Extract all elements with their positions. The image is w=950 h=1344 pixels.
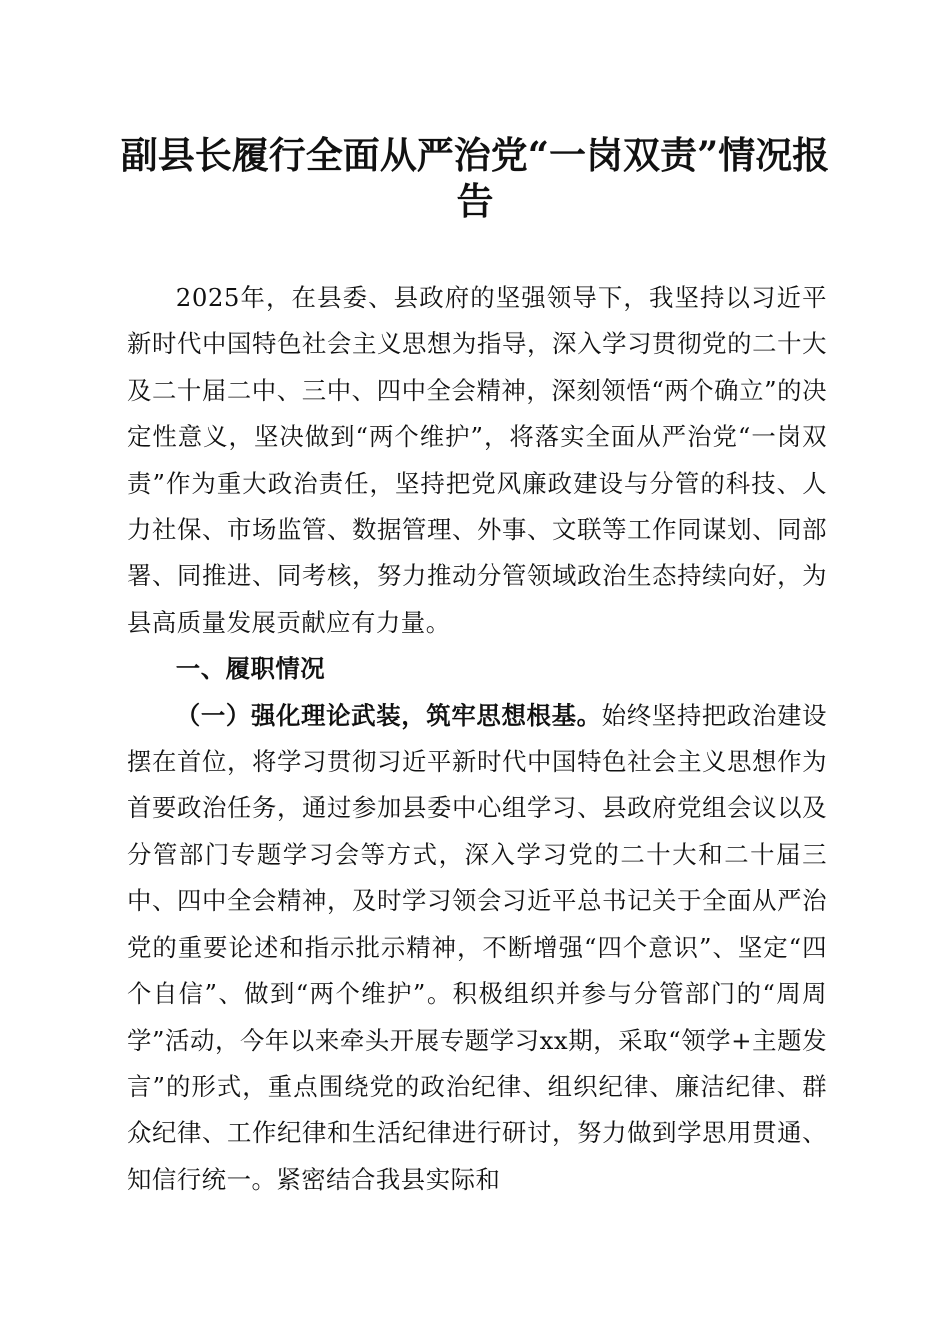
document-title: 副县长履行全面从严治党“一岗双责”情况报告 — [120, 133, 830, 223]
item-1-text: 始终坚持把政治建设摆在首位，将学习贯彻习近平新时代中国特色社会主义思想作为首要政治任务，通过参加县委中心组学习、县政府党组会议以及分管部门专题学习会等方式，深入学习党的二十大和二十届三中、四中全会精神，及时学习领会习近平总书记关于全面从严治党的重要论述和指示批示精神，不断增强“四个意识”、坚定“四个自信”、做到“两个维护”。积极组织并参与分管部门的“周周学”活动，今年以来牵头开展专题学习xx期，采取“领学+主题发言”的形式，重点围绕党的政治纪律、组织纪律、廉洁纪律、群众纪律、工作纪律和生活纪律进行研讨，努力做到学思用贯通、知信行统一。紧密结合我县实际和 — [127, 700, 827, 1194]
document-body — [127, 275, 827, 1203]
section-1-paragraph-1 — [127, 693, 827, 1203]
item-1-lead: （一）强化理论武装，筑牢思想根基。 — [175, 700, 602, 730]
intro-paragraph: 2025年，在县委、县政府的坚强领导下，我坚持以习近平新时代中国特色社会主义思想为指导，深入学习贯彻党的二十大及二十届二中、三中、四中全会精神，深刻领悟“两个确立”的决定性意义，坚决做到“两个维护”，将落实全面从严治党“一岗双责”作为重大政治责任，坚持把党风廉政建设与分管的科技、人力社保、市场监管、数据管理、外事、文联等工作同谋划、同部署、同推进、同考核，努力推动分管领域政治生态持续向好，为县高质量发展贡献应有力量。 — [127, 283, 827, 637]
section-heading-1: 一、履职情况 — [175, 654, 326, 684]
